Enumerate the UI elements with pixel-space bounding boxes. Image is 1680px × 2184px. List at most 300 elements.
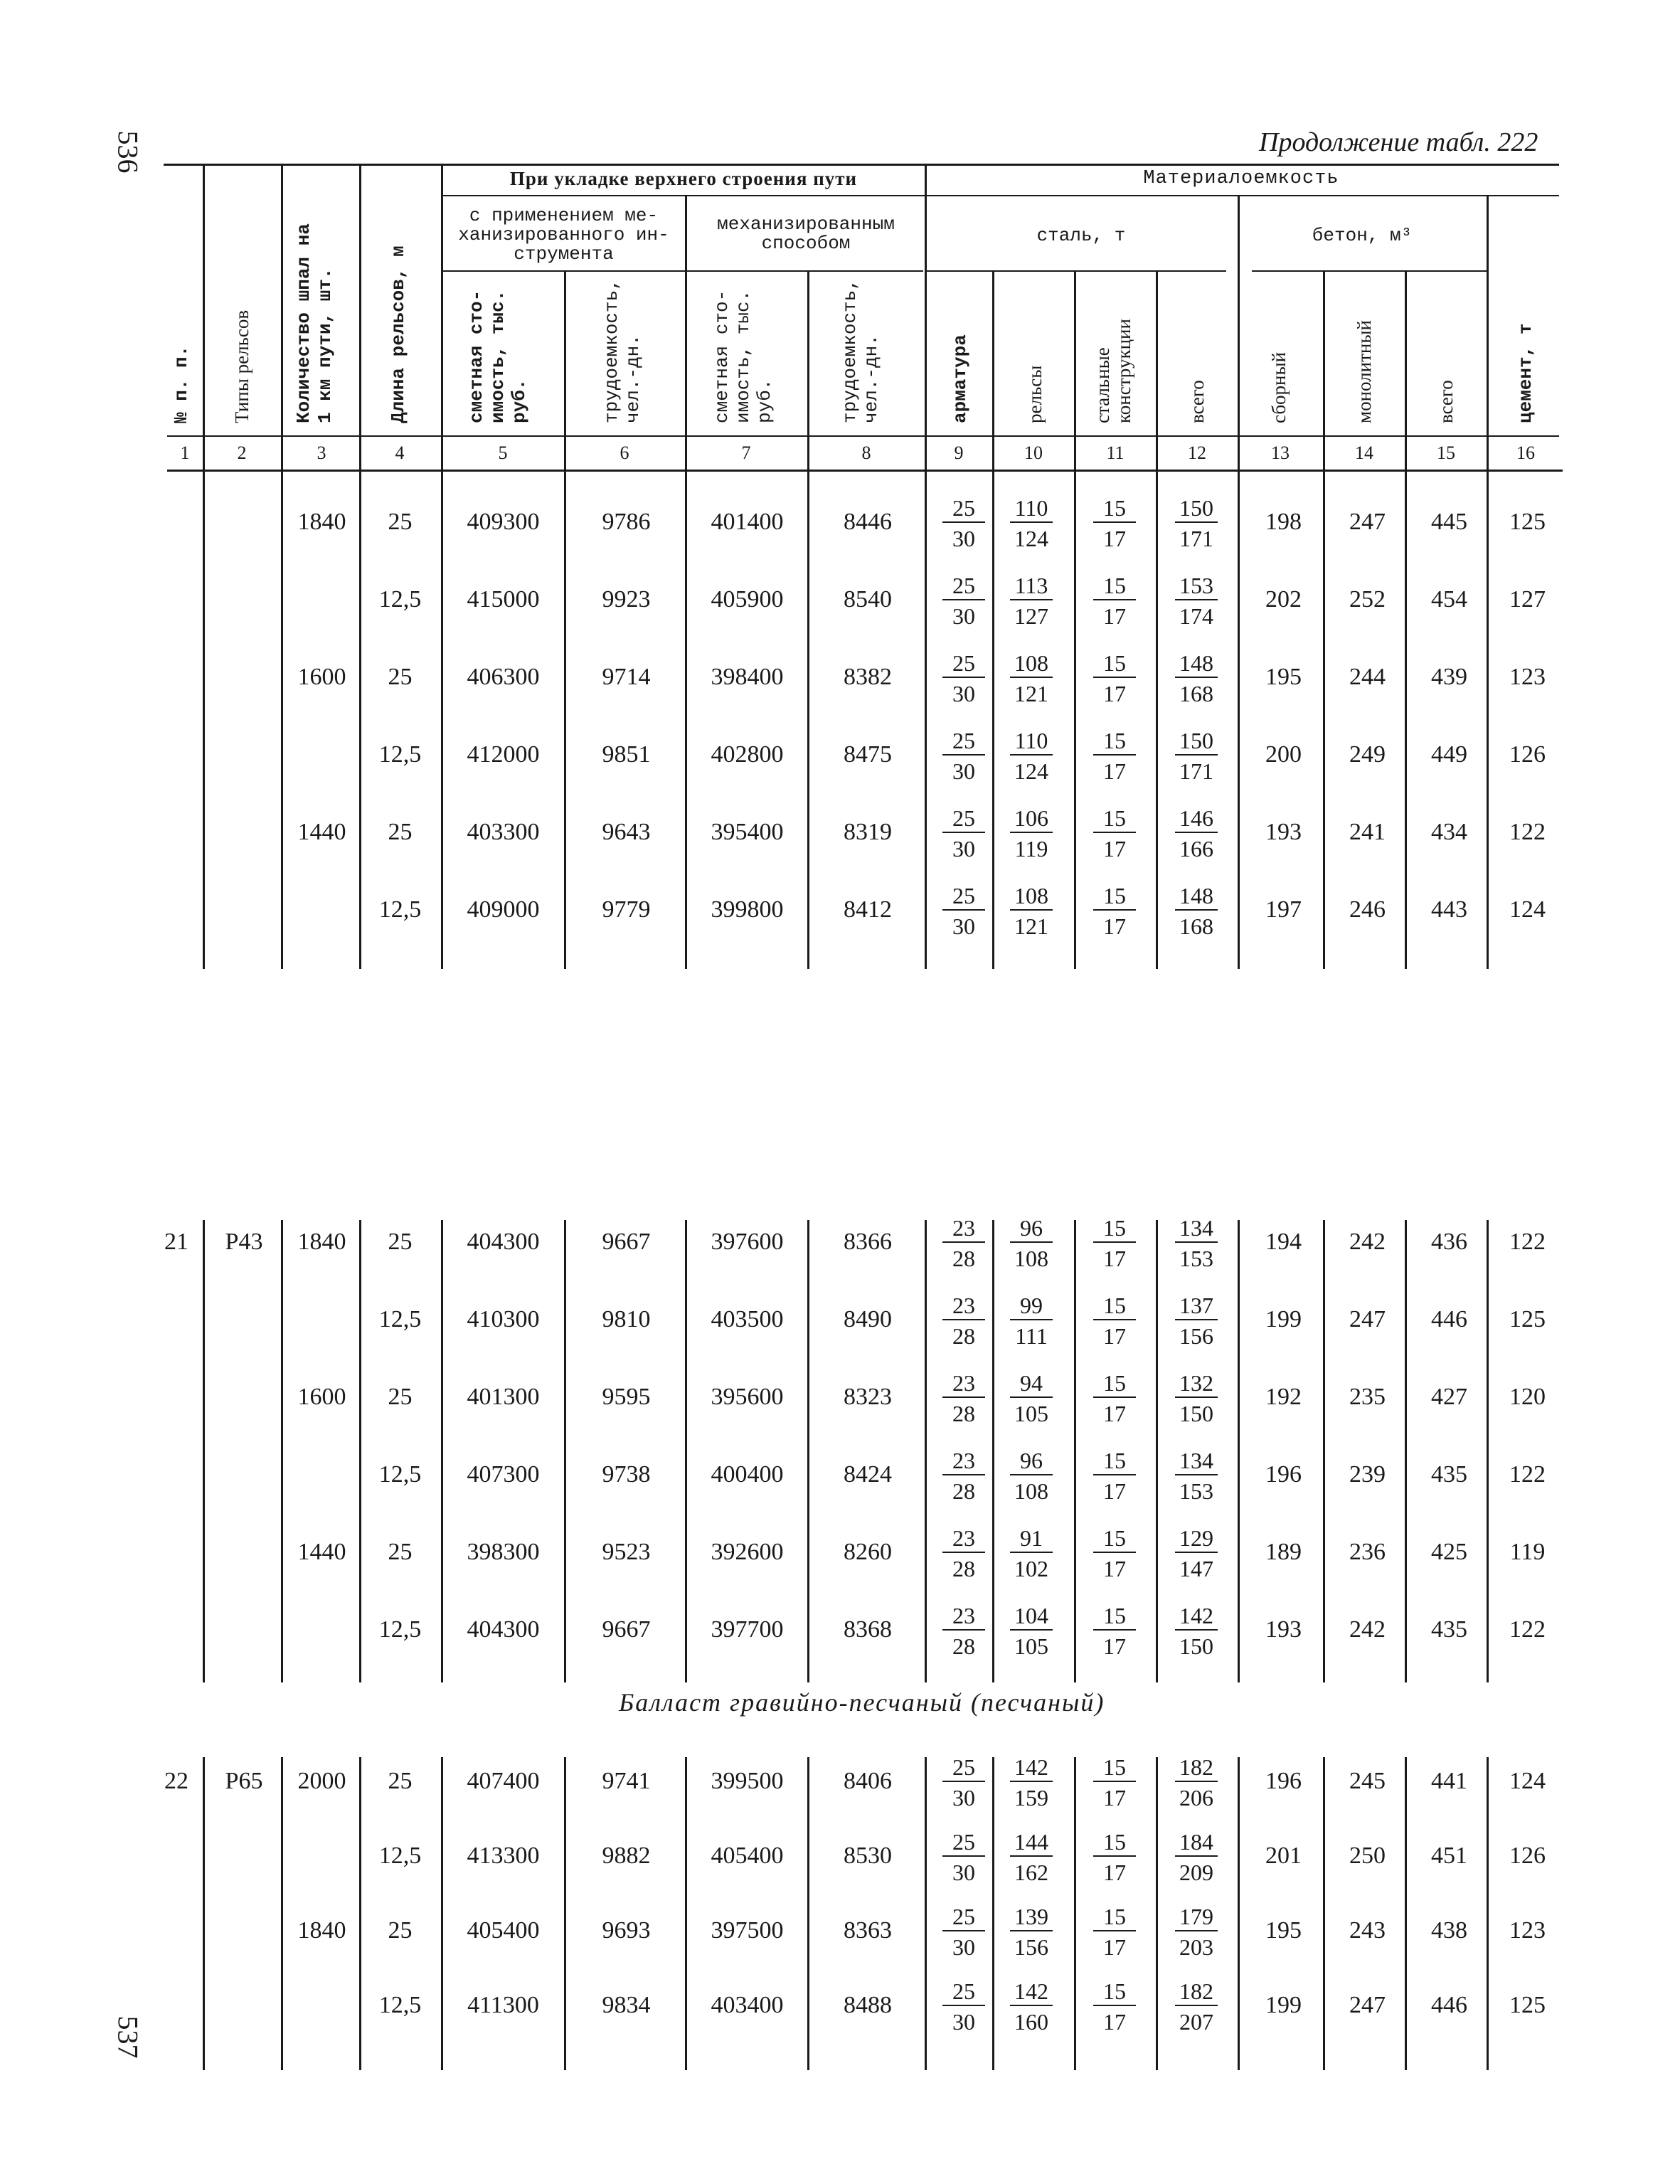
struct-fraction <box>1083 1603 1147 1658</box>
rails-fraction-numerator: 96 <box>1010 1216 1053 1243</box>
steel-fraction <box>1164 728 1228 783</box>
cost1-cell: 409000 <box>467 896 540 923</box>
arm-fraction <box>932 1830 996 1884</box>
precast-cell: 194 <box>1265 1229 1302 1255</box>
rails-fraction-numerator: 142 <box>1010 1755 1053 1782</box>
header-group-rule-right <box>925 195 1559 196</box>
length-cell: 12,5 <box>378 1306 422 1332</box>
rails-fraction-numerator: 104 <box>1010 1603 1053 1631</box>
column-number: 8 <box>861 442 871 463</box>
cement-cell: 126 <box>1509 741 1546 768</box>
struct-fraction-denominator: 17 <box>1103 1246 1126 1271</box>
arm-fraction-denominator: 28 <box>952 1401 975 1426</box>
block2-column-rule <box>685 1220 687 1682</box>
arm-fraction <box>932 1293 996 1347</box>
col-sleepers-line2: 1 км пути, шт. <box>314 267 336 423</box>
rails-fraction-denominator: 124 <box>1014 758 1048 784</box>
arm-fraction-numerator: 23 <box>942 1293 985 1320</box>
precast-cell: 189 <box>1265 1539 1302 1565</box>
conc-cell: 446 <box>1431 1992 1467 2018</box>
rails-fraction-denominator: 105 <box>1014 1401 1048 1426</box>
precast-cell: 196 <box>1265 1768 1302 1794</box>
conc-cell: 438 <box>1431 1917 1467 1944</box>
column-number: 14 <box>1355 442 1373 463</box>
steel-fraction <box>1164 1979 1228 2033</box>
right-page-number: 537 <box>112 2015 144 2059</box>
arm-fraction-numerator: 23 <box>942 1448 985 1475</box>
steel-fraction-denominator: 153 <box>1179 1246 1213 1271</box>
col-steel-total-header: всего <box>1186 380 1208 423</box>
arm-fraction-numerator: 25 <box>942 806 985 833</box>
rails-fraction-numerator: 142 <box>1010 1979 1053 2006</box>
col-labor1-header <box>601 279 644 423</box>
struct-fraction-denominator: 17 <box>1103 1401 1126 1426</box>
steel-fraction <box>1164 1755 1228 1809</box>
mono-cell: 250 <box>1349 1843 1386 1869</box>
arm-fraction <box>932 573 996 627</box>
length-cell: 12,5 <box>378 741 422 768</box>
column-number: 11 <box>1106 442 1125 463</box>
rails-fraction-numerator: 139 <box>1010 1904 1053 1931</box>
arm-fraction-denominator: 30 <box>952 836 975 862</box>
labor2-cell: 8366 <box>844 1229 892 1255</box>
struct-fraction <box>1083 1371 1147 1425</box>
table-top-rule <box>164 164 1559 166</box>
steel-fraction-numerator: 142 <box>1175 1603 1218 1631</box>
rails-fraction <box>999 1448 1063 1502</box>
mono-cell: 242 <box>1349 1616 1386 1643</box>
struct-fraction-numerator: 15 <box>1093 1979 1136 2006</box>
labor2-cell: 8530 <box>844 1843 892 1869</box>
col-sleepers-header <box>293 223 336 423</box>
col-labor2-line2: чел.-дн. <box>861 334 882 423</box>
col-rail-length-header: Длина рельсов, м <box>388 245 409 423</box>
labor1-cell: 9834 <box>602 1992 651 2018</box>
cement-cell: 119 <box>1509 1539 1546 1565</box>
cost2-cell: 400400 <box>711 1461 784 1488</box>
conc-cell: 449 <box>1431 741 1467 768</box>
block1-column-rule <box>441 471 443 969</box>
precast-cell: 198 <box>1265 509 1302 535</box>
block3-column-rule <box>441 1757 443 2070</box>
struct-fraction <box>1083 1293 1147 1347</box>
rails-fraction-numerator: 110 <box>1010 496 1053 523</box>
steel-fraction-numerator: 150 <box>1175 728 1218 756</box>
block3-column-rule <box>925 1757 927 2070</box>
sleepers-cell: 1840 <box>297 1917 346 1944</box>
labor1-cell: 9923 <box>602 586 651 613</box>
arm-fraction-denominator: 30 <box>952 1785 975 1811</box>
arm-fraction-numerator: 25 <box>942 496 985 523</box>
struct-fraction-denominator: 17 <box>1103 603 1126 629</box>
steel-fraction-numerator: 129 <box>1175 1526 1218 1553</box>
labor1-cell: 9738 <box>602 1461 651 1488</box>
conc-cell: 445 <box>1431 509 1467 535</box>
rails-fraction <box>999 1371 1063 1425</box>
cost2-cell: 397600 <box>711 1229 784 1255</box>
block1-column-rule <box>1156 471 1158 969</box>
block2-column-rule <box>281 1220 283 1682</box>
block3-index: 22 <box>164 1768 188 1794</box>
struct-fraction-denominator: 17 <box>1103 836 1126 862</box>
length-cell: 25 <box>388 1229 413 1255</box>
rails-fraction <box>999 1603 1063 1658</box>
cost2-cell: 403400 <box>711 1992 784 2018</box>
length-cell: 12,5 <box>378 1843 422 1869</box>
column-number: 13 <box>1271 442 1290 463</box>
block2-column-rule <box>1074 1220 1076 1682</box>
rails-fraction-numerator: 144 <box>1010 1830 1053 1857</box>
struct-fraction-numerator: 15 <box>1093 1603 1136 1631</box>
block2-column-rule <box>1238 1220 1240 1682</box>
col-armature-header: арматура <box>950 334 971 423</box>
cost2-cell: 403500 <box>711 1306 784 1332</box>
length-cell: 12,5 <box>378 896 422 923</box>
steel-fraction <box>1164 806 1228 860</box>
labor1-cell: 9779 <box>602 896 651 923</box>
column-number: 15 <box>1437 442 1455 463</box>
block3-column-rule <box>1323 1757 1325 2070</box>
struct-fraction-numerator: 15 <box>1093 573 1136 600</box>
labor2-cell: 8412 <box>844 896 892 923</box>
arm-fraction <box>932 1755 996 1809</box>
rails-fraction-numerator: 113 <box>1010 573 1053 600</box>
struct-fraction <box>1083 1755 1147 1809</box>
hdr-vline-15 <box>1487 196 1489 470</box>
steel-fraction <box>1164 573 1228 627</box>
cement-cell: 125 <box>1509 509 1546 535</box>
rails-fraction-denominator: 108 <box>1014 1478 1048 1504</box>
col-labor2-header <box>839 279 882 423</box>
block2-column-rule <box>1323 1220 1325 1682</box>
steel-fraction <box>1164 651 1228 705</box>
col-cement-header: цемент, т <box>1515 323 1536 423</box>
precast-cell: 195 <box>1265 1917 1302 1944</box>
labor2-cell: 8406 <box>844 1768 892 1794</box>
precast-cell: 201 <box>1265 1843 1302 1869</box>
struct-fraction-numerator: 15 <box>1093 1904 1136 1931</box>
steel-fraction <box>1164 496 1228 550</box>
length-cell: 12,5 <box>378 1616 422 1643</box>
block3-column-rule <box>1074 1757 1076 2070</box>
column-number: 3 <box>317 442 326 463</box>
cost1-cell: 410300 <box>467 1306 540 1332</box>
steel-fraction-numerator: 132 <box>1175 1371 1218 1398</box>
steel-fraction-denominator: 153 <box>1179 1478 1213 1504</box>
arm-fraction <box>932 884 996 938</box>
col-index-header: № п. п. <box>171 345 192 423</box>
steel-fraction-denominator: 207 <box>1179 2009 1213 2035</box>
struct-fraction-numerator: 15 <box>1093 1755 1136 1782</box>
section-title: Балласт гравийно-песчаный (песчаный) <box>619 1688 1105 1717</box>
column-number: 16 <box>1516 442 1535 463</box>
length-cell: 12,5 <box>378 586 422 613</box>
arm-fraction <box>932 1371 996 1425</box>
block2-column-rule <box>925 1220 927 1682</box>
rails-fraction-denominator: 121 <box>1014 681 1048 706</box>
cost2-cell: 399800 <box>711 896 784 923</box>
steel-fraction-denominator: 171 <box>1179 526 1213 551</box>
block1-column-rule <box>203 471 205 969</box>
cost1-cell: 403300 <box>467 819 540 845</box>
steel-fraction-denominator: 171 <box>1179 758 1213 784</box>
arm-fraction-numerator: 23 <box>942 1603 985 1631</box>
arm-fraction <box>932 1979 996 2033</box>
arm-fraction-denominator: 30 <box>952 758 975 784</box>
mono-cell: 246 <box>1349 896 1386 923</box>
block1-column-rule <box>281 471 283 969</box>
arm-fraction-numerator: 25 <box>942 573 985 600</box>
rails-fraction <box>999 884 1063 938</box>
mono-cell: 239 <box>1349 1461 1386 1488</box>
column-number: 10 <box>1024 442 1043 463</box>
cement-cell: 122 <box>1509 819 1546 845</box>
struct-fraction <box>1083 1979 1147 2033</box>
labor2-cell: 8540 <box>844 586 892 613</box>
cement-cell: 122 <box>1509 1461 1546 1488</box>
labor1-cell: 9741 <box>602 1768 651 1794</box>
header-bottom-rule <box>167 435 1559 437</box>
struct-fraction <box>1083 496 1147 550</box>
steel-fraction-numerator: 153 <box>1175 573 1218 600</box>
rails-fraction <box>999 728 1063 783</box>
struct-fraction-numerator: 15 <box>1093 651 1136 678</box>
cost1-cell: 409300 <box>467 509 540 535</box>
cost1-cell: 407300 <box>467 1461 540 1488</box>
rails-fraction-numerator: 94 <box>1010 1371 1053 1398</box>
block1-column-rule <box>1074 471 1076 969</box>
sub-mech-tools-line3: струмента <box>514 243 614 265</box>
precast-cell: 195 <box>1265 664 1302 690</box>
col-steel-struct-line2: конструкции <box>1113 319 1134 423</box>
cement-cell: 125 <box>1509 1992 1546 2018</box>
rails-fraction-denominator: 105 <box>1014 1633 1048 1659</box>
cost1-cell: 398300 <box>467 1539 540 1565</box>
arm-fraction-numerator: 25 <box>942 1755 985 1782</box>
labor2-cell: 8446 <box>844 509 892 535</box>
struct-fraction-numerator: 15 <box>1093 806 1136 833</box>
arm-fraction-numerator: 25 <box>942 1830 985 1857</box>
precast-cell: 199 <box>1265 1992 1302 2018</box>
block3-rail-type: Р65 <box>225 1768 263 1794</box>
struct-fraction-numerator: 15 <box>1093 496 1136 523</box>
precast-cell: 193 <box>1265 1616 1302 1643</box>
steel-fraction-denominator: 174 <box>1179 603 1213 629</box>
rails-fraction-denominator: 102 <box>1014 1556 1048 1581</box>
labor1-cell: 9595 <box>602 1384 651 1410</box>
cost2-cell: 397700 <box>711 1616 784 1643</box>
column-number: 6 <box>620 442 629 463</box>
steel-fraction <box>1164 884 1228 938</box>
rails-fraction <box>999 1979 1063 2033</box>
block2-column-rule <box>564 1220 566 1682</box>
block2-column-rule <box>1487 1220 1489 1682</box>
col-cost2-header <box>711 290 775 423</box>
cement-cell: 123 <box>1509 664 1546 690</box>
group-laying-header: При укладке верхнего строения пути <box>509 168 858 189</box>
labor1-cell: 9882 <box>602 1843 651 1869</box>
block1-column-rule <box>1405 471 1407 969</box>
hdr-vline-7 <box>807 270 809 470</box>
struct-fraction <box>1083 1904 1147 1958</box>
block3-column-rule <box>1238 1757 1240 2070</box>
block1-column-rule <box>925 471 927 969</box>
header-group-rule-left <box>441 195 925 196</box>
column-number: 1 <box>180 442 190 463</box>
cement-cell: 125 <box>1509 1306 1546 1332</box>
hdr-vline-9 <box>992 270 994 470</box>
arm-fraction-denominator: 30 <box>952 1934 975 1960</box>
block1-column-rule <box>685 471 687 969</box>
hdr-vline-14 <box>1405 270 1407 470</box>
mono-cell: 247 <box>1349 1306 1386 1332</box>
block2-rail-type: Р43 <box>225 1229 263 1255</box>
length-cell: 25 <box>388 664 413 690</box>
cost2-cell: 399500 <box>711 1768 784 1794</box>
steel-fraction <box>1164 1216 1228 1270</box>
rails-fraction-denominator: 156 <box>1014 1934 1048 1960</box>
cement-cell: 124 <box>1509 896 1546 923</box>
rails-fraction <box>999 1216 1063 1270</box>
rails-fraction <box>999 573 1063 627</box>
cost2-cell: 398400 <box>711 664 784 690</box>
arm-fraction-denominator: 28 <box>952 1246 975 1271</box>
cost1-cell: 415000 <box>467 586 540 613</box>
precast-cell: 199 <box>1265 1306 1302 1332</box>
cost1-cell: 412000 <box>467 741 540 768</box>
steel-fraction-denominator: 166 <box>1179 836 1213 862</box>
left-page-number: 536 <box>112 130 144 174</box>
arm-fraction <box>932 1448 996 1502</box>
labor2-cell: 8490 <box>844 1306 892 1332</box>
block3-column-rule <box>203 1757 205 2070</box>
labor1-cell: 9667 <box>602 1229 651 1255</box>
rails-fraction <box>999 806 1063 860</box>
cement-cell: 126 <box>1509 1843 1546 1869</box>
cost1-cell: 404300 <box>467 1616 540 1643</box>
steel-fraction-numerator: 137 <box>1175 1293 1218 1320</box>
arm-fraction-denominator: 30 <box>952 2009 975 2035</box>
steel-fraction-numerator: 134 <box>1175 1448 1218 1475</box>
rails-fraction-denominator: 119 <box>1014 836 1048 862</box>
col-labor1-line1: трудоемкость, <box>601 279 622 423</box>
labor2-cell: 8363 <box>844 1917 892 1944</box>
block2-column-rule <box>1405 1220 1407 1682</box>
rails-fraction <box>999 1830 1063 1884</box>
sub-mech-tools-line1: с применением ме- <box>469 205 659 226</box>
arm-fraction-denominator: 28 <box>952 1633 975 1659</box>
struct-fraction-denominator: 17 <box>1103 1556 1126 1581</box>
block3-column-rule <box>281 1757 283 2070</box>
labor1-cell: 9667 <box>602 1616 651 1643</box>
mono-cell: 241 <box>1349 819 1386 845</box>
arm-fraction <box>932 1526 996 1580</box>
cost2-cell: 397500 <box>711 1917 784 1944</box>
continuation-title: Продолжение табл. 222 <box>1259 127 1538 157</box>
steel-fraction-numerator: 148 <box>1175 651 1218 678</box>
steel-fraction-denominator: 206 <box>1179 1785 1213 1811</box>
hdr-vline-12 <box>1238 196 1240 470</box>
rails-fraction-denominator: 124 <box>1014 526 1048 551</box>
hdr-vline-10 <box>1074 270 1076 470</box>
hdr-vline-11 <box>1156 270 1158 470</box>
block3-column-rule <box>1487 1757 1489 2070</box>
cost2-cell: 405900 <box>711 586 784 613</box>
struct-fraction <box>1083 728 1147 783</box>
arm-fraction <box>932 806 996 860</box>
block2-column-rule <box>807 1220 809 1682</box>
block2-column-rule <box>1156 1220 1158 1682</box>
arm-fraction-numerator: 23 <box>942 1526 985 1553</box>
sub-steel: сталь, т <box>1036 225 1126 246</box>
arm-fraction-numerator: 25 <box>942 884 985 911</box>
labor2-cell: 8260 <box>844 1539 892 1565</box>
rails-fraction-denominator: 160 <box>1014 2009 1048 2035</box>
col-cost1-line1: сметная сто- <box>466 290 487 423</box>
labor2-cell: 8323 <box>844 1384 892 1410</box>
hdr-vline-8 <box>925 165 927 470</box>
arm-fraction-denominator: 28 <box>952 1478 975 1504</box>
struct-fraction-numerator: 15 <box>1093 728 1136 756</box>
mono-cell: 247 <box>1349 1992 1386 2018</box>
struct-fraction <box>1083 806 1147 860</box>
steel-fraction-numerator: 148 <box>1175 884 1218 911</box>
arm-fraction-denominator: 30 <box>952 526 975 551</box>
length-cell: 12,5 <box>378 1461 422 1488</box>
steel-fraction-denominator: 150 <box>1179 1401 1213 1426</box>
mono-cell: 249 <box>1349 741 1386 768</box>
labor1-cell: 9714 <box>602 664 651 690</box>
struct-fraction-numerator: 15 <box>1093 884 1136 911</box>
conc-cell: 446 <box>1431 1306 1467 1332</box>
column-number: 7 <box>741 442 751 463</box>
arm-fraction-numerator: 25 <box>942 1904 985 1931</box>
sub-concrete: бетон, м³ <box>1312 225 1413 246</box>
struct-fraction-denominator: 17 <box>1103 1934 1126 1960</box>
rails-fraction-denominator: 162 <box>1014 1860 1048 1885</box>
cost1-cell: 401300 <box>467 1384 540 1410</box>
block2-column-rule <box>441 1220 443 1682</box>
cost2-cell: 395600 <box>711 1384 784 1410</box>
col-steel-struct-line1: стальные <box>1092 347 1113 423</box>
steel-fraction <box>1164 1603 1228 1658</box>
steel-fraction-numerator: 150 <box>1175 496 1218 523</box>
hdr-vline-3 <box>359 165 361 470</box>
precast-cell: 196 <box>1265 1461 1302 1488</box>
arm-fraction-denominator: 30 <box>952 681 975 706</box>
col-steel-struct-header <box>1092 319 1134 423</box>
arm-fraction <box>932 1216 996 1270</box>
block2-column-rule <box>359 1220 361 1682</box>
length-cell: 25 <box>388 819 413 845</box>
labor2-cell: 8475 <box>844 741 892 768</box>
mono-cell: 244 <box>1349 664 1386 690</box>
struct-fraction-numerator: 15 <box>1093 1830 1136 1857</box>
precast-cell: 192 <box>1265 1384 1302 1410</box>
block3-column-rule <box>564 1757 566 2070</box>
hdr-vline-1 <box>203 165 205 470</box>
labor2-cell: 8319 <box>844 819 892 845</box>
cost1-cell: 405400 <box>467 1917 540 1944</box>
header-sub-rule-1 <box>441 270 923 272</box>
rails-fraction-numerator: 91 <box>1010 1526 1053 1553</box>
struct-fraction-numerator: 15 <box>1093 1526 1136 1553</box>
sub-mech-tools-line2: ханизированного ин- <box>458 224 669 245</box>
cost2-cell: 401400 <box>711 509 784 535</box>
struct-fraction-denominator: 17 <box>1103 526 1126 551</box>
mono-cell: 243 <box>1349 1917 1386 1944</box>
length-cell: 25 <box>388 1384 413 1410</box>
